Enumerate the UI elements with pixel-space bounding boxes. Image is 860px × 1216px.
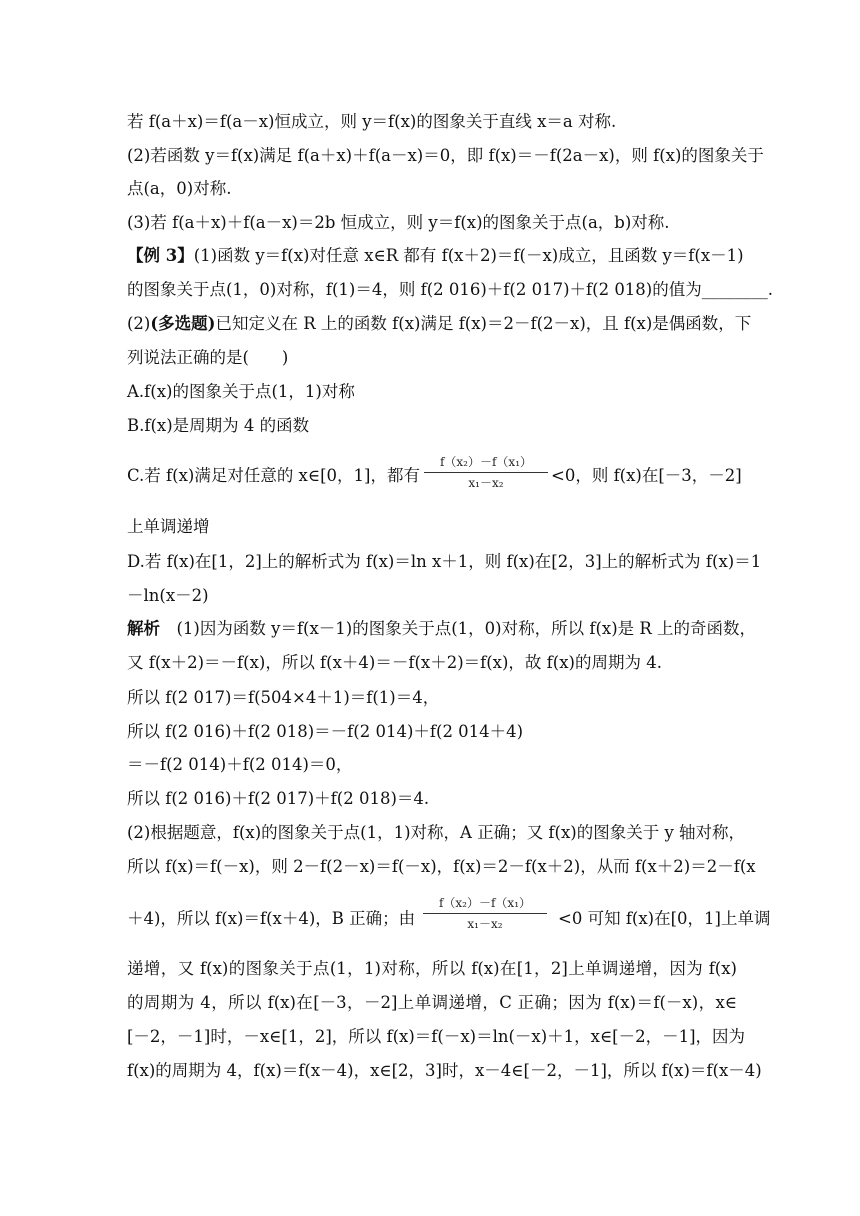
- fraction-numerator: f（x₂）－f（x₁）: [439, 455, 533, 469]
- option-c-end: <0，则 f(x)在[－3，－2]: [551, 466, 742, 485]
- option-c-start: C.若 f(x)满足对任意的 x∈[0，1]，都有: [127, 466, 420, 485]
- text-line: 所以 f(2 017)＝f(504×4＋1)＝f(1)＝4，: [127, 688, 440, 707]
- example-label: 【例 3】: [127, 246, 194, 265]
- text-line: ＝－f(2 014)＋f(2 014)＝0，: [127, 755, 353, 774]
- text-line: (2): [127, 314, 151, 333]
- text-line: [－2，－1]时，－x∈[1，2]，所以 f(x)＝f(－x)＝ln(－x)＋1，x∈[－2，－1]，因为: [127, 1027, 746, 1046]
- fraction-numerator: f（x₂）－f（x₁）: [438, 896, 532, 910]
- text-line: (2)若函数 y＝f(x)满足 f(a＋x)＋f(a－x)＝0，即 f(x)＝－f(2a－x)，则 f(x)的图象关于: [127, 146, 764, 165]
- text-line: 若 f(a＋x)＝f(a－x)恒成立，则 y＝f(x)的图象关于直线 x＝a 对称.: [127, 112, 617, 131]
- text-line: (3)若 f(a＋x)＋f(a－x)＝2b 恒成立，则 y＝f(x)的图象关于点(a，b)对称.: [127, 213, 670, 232]
- option-b: B.f(x)是周期为 4 的函数: [127, 416, 310, 435]
- text-line: 又 f(x＋2)＝－f(x)，所以 f(x＋4)＝－f(x＋2)＝f(x)，故 f(x)的周期为 4.: [127, 653, 662, 672]
- example-line: [127, 245, 744, 267]
- text-line: f(x)的周期为 4，f(x)＝f(x－4)，x∈[2，3]时，x－4∈[－2，－1]，所以 f(x)＝f(x－4): [127, 1061, 762, 1080]
- fraction-denominator: x₁－x₂: [467, 917, 503, 931]
- fraction-denominator: x₁－x₂: [468, 476, 504, 490]
- fraction-bar: [423, 913, 547, 914]
- analysis-label: 解析: [127, 619, 160, 638]
- text-line: 的图象关于点(1，0)对称，f(1)＝4，则 f(2 016)＋f(2 017)＋f(2 018)的值为________.: [127, 280, 773, 299]
- fraction-analysis: [423, 895, 547, 932]
- fraction-bar: [424, 472, 548, 473]
- multi-choice-label: (多选题): [150, 314, 216, 333]
- analysis-line: [127, 618, 757, 640]
- text-line: 上单调递增: [127, 517, 210, 536]
- text-line: 已知定义在 R 上的函数 f(x)满足 f(x)＝2－f(2－x)，且 f(x)是偶函数，下: [215, 314, 752, 333]
- text-line: 的周期为 4，所以 f(x)在[－3，－2]上单调递增，C 正确；因为 f(x)＝f(－x)，x∈: [127, 993, 737, 1012]
- option-a: A.f(x)的图象关于点(1，1)对称: [127, 382, 355, 401]
- text-line: (1)因为函数 y＝f(x－1)的图象关于点(1，0)对称，所以 f(x)是 R 上的奇函数，: [176, 619, 757, 638]
- fraction-c: [424, 454, 548, 491]
- option-d: D.若 f(x)在[1，2]上的解析式为 f(x)＝ln x＋1，则 f(x)在[2，3]上的解析式为 f(x)＝1: [127, 552, 762, 571]
- question-line: [127, 313, 752, 335]
- text-line: (1)函数 y＝f(x)对任意 x∈R 都有 f(x＋2)＝f(－x)成立，且函数 y＝f(x－1): [193, 246, 744, 265]
- text-line: 递增，又 f(x)的图象关于点(1，1)对称，所以 f(x)在[1，2]上单调递增，因为 f(x): [127, 959, 737, 978]
- text-line: 点(a，0)对称.: [127, 179, 232, 198]
- text-line: 所以 f(2 016)＋f(2 017)＋f(2 018)＝4.: [127, 789, 430, 808]
- text-line: 所以 f(x)＝f(－x)，则 2－f(2－x)＝f(－x)，f(x)＝2－f(x＋2)，从而 f(x＋2)＝2－f(x: [127, 857, 756, 876]
- text-line: (2)根据题意，f(x)的图象关于点(1，1)对称，A 正确；又 f(x)的图象关于 y 轴对称，: [127, 823, 746, 842]
- analysis-c-end: <0 可知 f(x)在[0，1]上单调: [558, 909, 771, 928]
- text-line: 所以 f(2 016)＋f(2 018)＝－f(2 014)＋f(2 014＋4): [127, 722, 524, 741]
- text-line: －ln(x－2): [127, 586, 209, 605]
- text-line: 列说法正确的是( ): [127, 348, 289, 367]
- analysis-c-start: ＋4)，所以 f(x)＝f(x＋4)，B 正确；由: [127, 909, 416, 928]
